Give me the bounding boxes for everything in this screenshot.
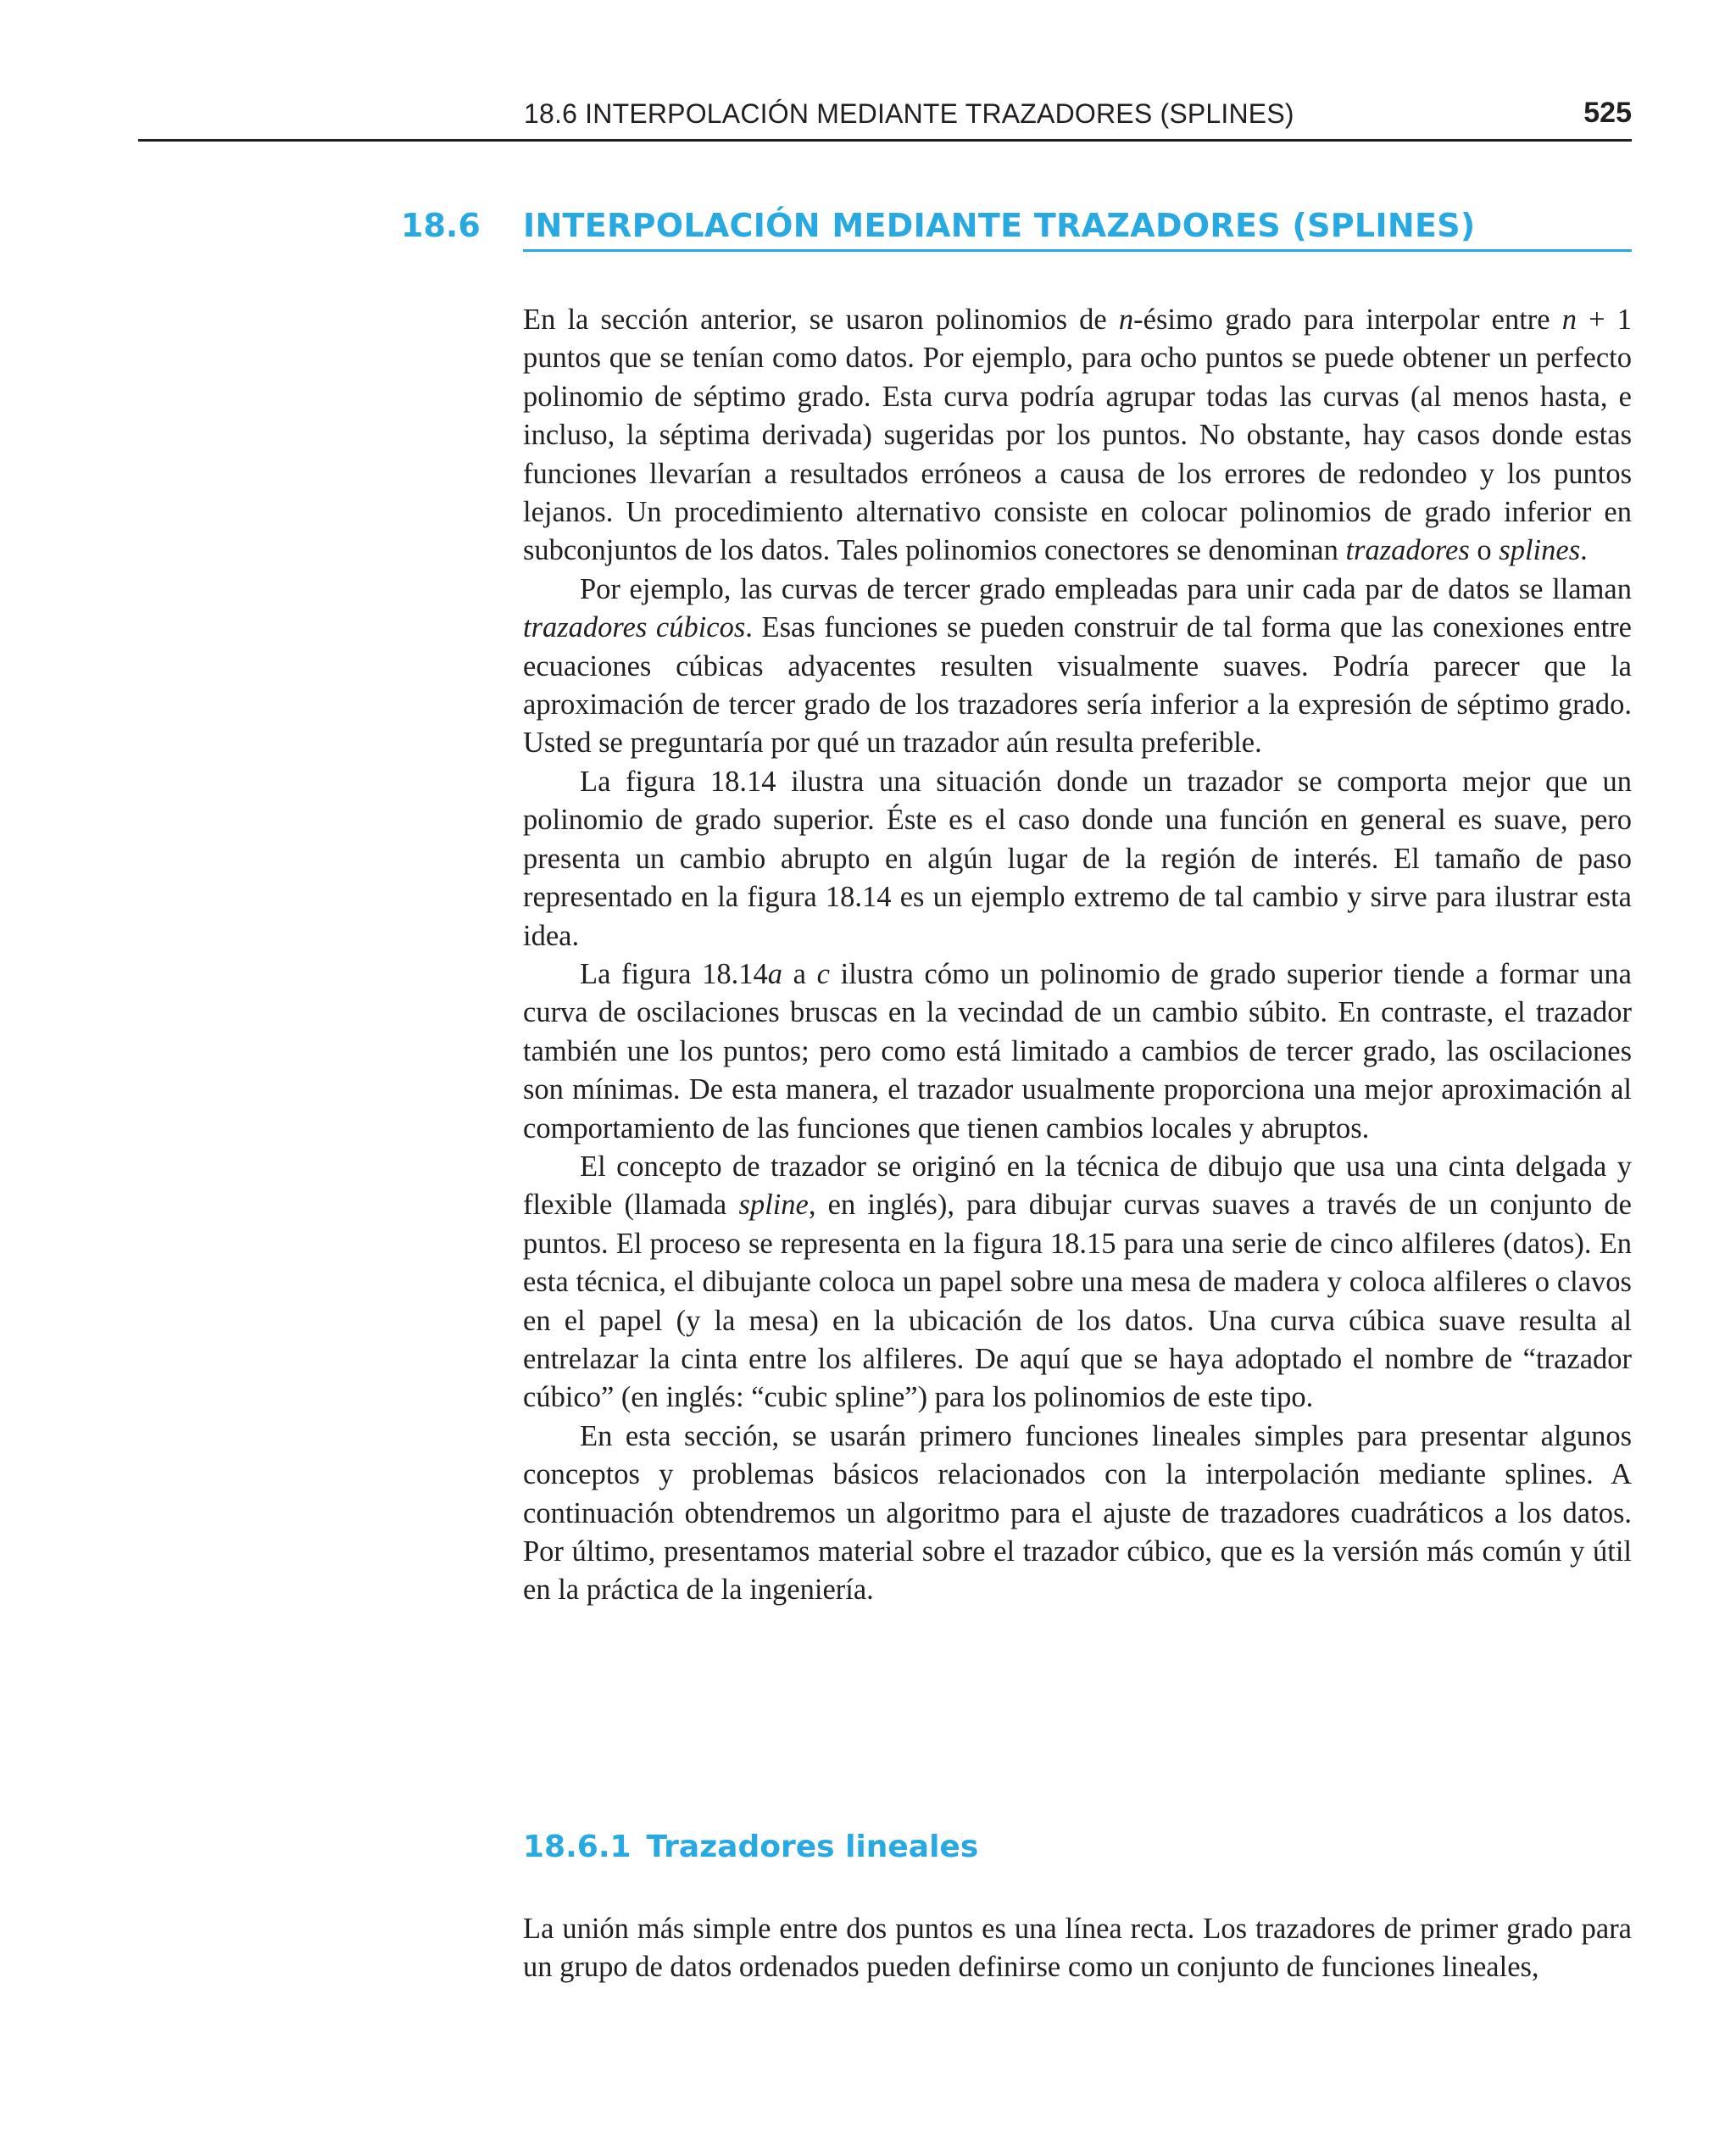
paragraph	[523, 955, 1632, 1148]
text-run: .	[1580, 534, 1588, 567]
text-run: La figura 18.14	[580, 957, 768, 990]
paragraph	[523, 763, 1632, 955]
text-run: La figura 18.14 ilustra una situación donde un trazador se comporta mejor que un polinomio de grado superior. Éste es el caso donde una función en general es suave, pero presenta un cambio abrupto en algún lugar de la región de interés. El tamaño de paso representado en la figura 18.14 es un ejemplo extremo de tal cambio y sirve para ilustrar esta idea.	[523, 765, 1632, 952]
text-run: ilustra cómo un polinomio de grado superior tiende a formar una curva de oscilaciones bruscas en la vecindad de un cambio súbito. En contraste, el trazador también une los puntos; pero como está limitado a cambios de tercer grado, las oscilaciones son mínimas. De esta manera, el trazador usualmente proporciona una mejor aproximación al comportamiento de las funciones que tienen cambios locales y abruptos.	[523, 957, 1632, 1145]
italic-n: n	[1118, 304, 1134, 336]
paragraph	[523, 301, 1632, 571]
subsection-number: 18.6.1	[523, 1830, 632, 1864]
italic-term: spline	[738, 1189, 809, 1222]
paragraph: La unión más simple entre dos puntos es una línea recta. Los trazadores de primer grado para un grupo de datos ordenados pueden definirse como un conjunto de funciones lineales,	[523, 1913, 1632, 1984]
text-run: El concepto de trazador se originó en la técnica de dibujo que usa una cinta delgada y flexible (llamada	[523, 1150, 1632, 1222]
subsection-heading	[523, 1830, 978, 1864]
text-run: En esta sección, se usarán primero funciones lineales simples para presentar algunos conceptos y problemas básicos relacionados con la interpolación mediante splines. A continuación obtendremos un algoritmo para el ajuste de trazadores cuadráticos a los datos. Por último, presentamos material sobre el trazador cúbico, que es la versión más común y útil en la práctica de la ingeniería.	[523, 1419, 1632, 1607]
text-run: . Esas funciones se pueden construir de tal forma que las conexiones entre ecuaciones cúbicas adyacentes resulten visualmente suaves. Podría parecer que la aproximación de tercer grado de los trazadores sería inferior a la expresión de séptimo grado. Usted se preguntaría por qué un trazador aún resulta preferible.	[523, 611, 1632, 760]
italic-letter: c	[816, 957, 830, 990]
subsection-body	[523, 1910, 1632, 1987]
section-heading	[401, 205, 1632, 254]
section-title: INTERPOLACIÓN MEDIANTE TRAZADORES (SPLINES)	[523, 207, 1632, 252]
running-header	[138, 95, 1632, 142]
text-run: En la sección anterior, se usaron polinomios de	[523, 304, 1119, 336]
text-run: Por ejemplo, las curvas de tercer grado empleadas para unir cada par de datos se llaman	[580, 572, 1632, 605]
section-number: 18.6	[401, 207, 481, 244]
section-body	[523, 301, 1632, 1610]
page-number: 525	[1583, 97, 1632, 129]
italic-letter: a	[767, 957, 782, 990]
text-run: , en inglés), para dibujar curvas suaves a través de un conjunto de puntos. El proceso se representa en la figura 18.15 para una serie de cinco alfileres (datos). En esta técnica, el dibujante coloca un papel sobre una mesa de madera y coloca alfileres o clavos en el papel (y la mesa) en la ubicación de los datos. Una curva cúbica suave resulta al entrelazar la cinta entre los alfileres. De aquí que se haya adoptado el nombre de “trazador cúbico” (en inglés: “cubic spline”) para los polinomios de este tipo.	[523, 1189, 1632, 1414]
text-run: + 1 puntos que se tenían como datos. Por ejemplo, para ocho puntos se puede obtener un perfecto polinomio de séptimo grado. Esta curva podría agrupar todas las curvas (al menos hasta, e incluso, la séptima derivada) sugeridas por los puntos. No obstante, hay casos donde estas funciones llevarían a resultados erróneos a causa de los errores de redondeo y los puntos lejanos. Un procedimiento alternativo consiste en colocar polinomios de grado inferior en subconjuntos de los datos. Tales polinomios conectores se denominan	[523, 304, 1633, 567]
italic-term: trazadores cúbicos	[523, 611, 746, 644]
italic-n: n	[1561, 304, 1577, 336]
italic-term: trazadores	[1345, 534, 1470, 567]
text-run: -ésimo grado para interpolar entre	[1133, 304, 1562, 336]
paragraph	[523, 1418, 1632, 1610]
subsection-title: Trazadores lineales	[646, 1830, 979, 1864]
text-run: a	[782, 957, 817, 990]
text-run: o	[1469, 534, 1500, 567]
paragraph	[523, 1148, 1632, 1418]
paragraph	[523, 571, 1632, 763]
running-title: 18.6 INTERPOLACIÓN MEDIANTE TRAZADORES (SPLINES)	[524, 98, 1294, 129]
italic-term: splines	[1499, 534, 1581, 567]
